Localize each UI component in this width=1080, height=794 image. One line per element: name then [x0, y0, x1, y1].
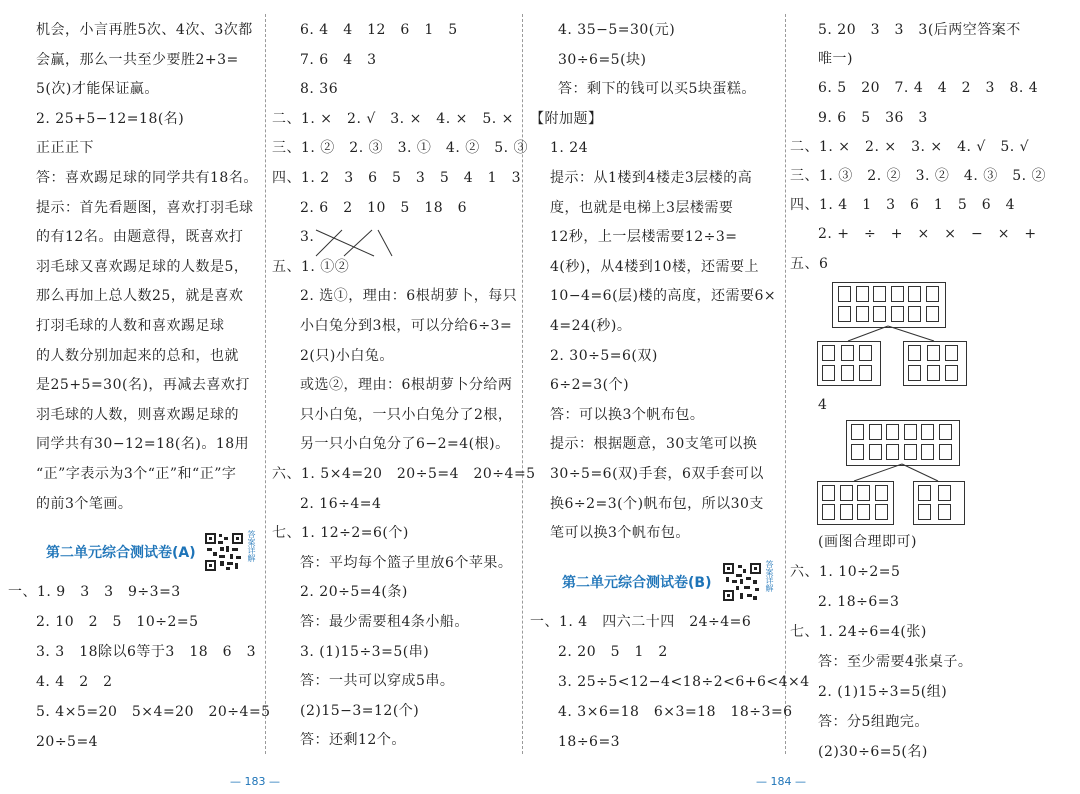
answer-line: 2. 20÷5=4(条): [300, 584, 408, 601]
answer-line: 的有12名。由题意得，既喜欢打: [36, 229, 244, 246]
answer-line: (2)30÷6=5(名): [818, 744, 928, 760]
diagram-cell: [904, 444, 917, 460]
diagram-cell: [908, 306, 921, 322]
diagram-cell: [873, 286, 886, 302]
diagram-cell: [851, 444, 864, 460]
answer-line: 那么再加上总人数25，就是喜欢: [36, 288, 244, 305]
qr-code[interactable]: [204, 532, 244, 572]
answer-line: 1. 24: [550, 140, 589, 157]
matching-lines-diagram: [314, 226, 394, 260]
answer-line: 四、1. 4 1 3 6 1 5 6 4: [790, 197, 1016, 214]
answer-line: 【附加题】: [530, 110, 603, 127]
answer-line: 正正正下: [36, 140, 94, 157]
page-number-left: — 183 —: [230, 775, 280, 788]
answer-line: 度，也就是电梯上3层楼需要: [550, 199, 734, 216]
answer-line: 6÷2=3(个): [550, 377, 630, 394]
answer-line: 3. 3 18除以6等于3 18 6 3: [36, 644, 256, 660]
answer-line: 4(秒)，从4楼到10楼，还需要上: [550, 258, 760, 275]
answer-line: 2. 20 5 1 2: [558, 644, 668, 660]
answer-line: 3.: [300, 229, 315, 246]
answer-line: 2. 16÷4=4: [300, 495, 382, 512]
qr-caption: 答案详解: [247, 530, 256, 562]
diagram-cell: [841, 345, 854, 361]
answer-line: 答：至少需要4张桌子。: [818, 654, 973, 670]
diagram-cell: [908, 345, 921, 361]
diagram-cell: [918, 504, 931, 520]
diagram-cell: [840, 485, 853, 501]
diagram-cell: [841, 365, 854, 381]
diagram-cell: [822, 345, 835, 361]
diagram-cell: [886, 424, 899, 440]
answer-line: 四、1. 2 3 6 5 3 5 4 1 3: [272, 170, 521, 186]
diagram-cell: [908, 365, 921, 381]
diagram-cell: [939, 424, 952, 440]
answer-line: “正”字表示为3个“正”和“正”字: [36, 466, 237, 482]
section-title-unit2-a: 第二单元综合测试卷(A): [46, 545, 196, 561]
diagram-cell: [939, 444, 952, 460]
diagram-cell: [857, 485, 870, 501]
answer-line: 30÷6=5(块): [558, 51, 647, 68]
diagram-cell: [927, 365, 940, 381]
diagram-cell: [938, 504, 951, 520]
answer-line: 20÷5=4: [36, 734, 99, 750]
answer-line: 答：剩下的钱可以买5块蛋糕。: [558, 81, 756, 98]
answer-line: 是25+5=30(名)，再减去喜欢打: [36, 377, 250, 394]
diagram-cell: [851, 424, 864, 440]
diagram-cell: [921, 444, 934, 460]
answer-line: 30÷5=6(双)手套，6双手套可以: [550, 466, 764, 482]
answer-line: 5. 4×5=20 5×4=20 20÷4=5: [36, 704, 271, 720]
answer-line: 4: [818, 397, 828, 413]
diagram-cell: [856, 286, 869, 302]
diagram-cell: [918, 485, 931, 501]
answer-line: 二、1. × 2. × 3. × 4. √ 5. √: [790, 138, 1030, 155]
answer-line: 7. 6 4 3: [300, 51, 377, 68]
answer-line: 或选②，理由：6根胡萝卜分给两: [300, 377, 513, 394]
answer-line: 2. 18÷6=3: [818, 594, 900, 610]
diagram-cell: [859, 365, 872, 381]
answer-line: 答：可以换3个帆布包。: [550, 406, 705, 423]
answer-line: 同学共有30−12=18(名)。18用: [36, 436, 250, 453]
diagram-cell: [822, 365, 835, 381]
answer-line: 提示：首先看题图，喜欢打羽毛球: [36, 199, 254, 216]
page-number-right: — 184 —: [756, 775, 806, 788]
answer-line: 6. 5 20 7. 4 4 2 3 8. 4: [818, 80, 1039, 97]
diagram-cell: [840, 504, 853, 520]
answer-line: 4. 3×6=18 6×3=18 18÷3=6: [558, 704, 793, 720]
answer-line: 2. 6 2 10 5 18 6: [300, 199, 468, 216]
answer-line: 2. 30÷5=6(双): [550, 347, 658, 364]
answer-line: 4. 4 2 2: [36, 674, 113, 690]
answer-line: 3. 25÷5<12−4<18÷2<6+6<4×4: [558, 674, 810, 690]
diagram-cell: [875, 485, 888, 501]
diagram-cell: [869, 424, 882, 440]
diagram-cell: [838, 306, 851, 322]
answer-line: 2. 25+5−12=18(名): [36, 110, 185, 127]
diagram-cell: [926, 306, 939, 322]
diagram-cell: [945, 365, 958, 381]
column-divider: [265, 14, 266, 754]
answer-line: 答：一共可以穿成5串。: [300, 673, 455, 690]
answer-line: 三、1. ③ 2. ② 3. ② 4. ③ 5. ②: [790, 168, 1047, 184]
answer-line: 会赢，那么一共至少要胜2+3=: [36, 51, 239, 68]
answer-line: 2. 10 2 5 10÷2=5: [36, 614, 199, 630]
answer-line: 12秒，上一层楼需要12÷3=: [550, 229, 738, 246]
answer-line: 五、1. ①②: [272, 258, 350, 275]
answer-line: 8. 36: [300, 81, 339, 98]
answer-line: (2)15−3=12(个): [300, 702, 420, 719]
answer-line: 换6÷2=3(个)帆布包，所以30支: [550, 495, 764, 512]
answer-line: 六、1. 10÷2=5: [790, 564, 901, 580]
answer-line: 答：分5组跑完。: [818, 714, 929, 730]
answer-line: 另一只小白兔分了6−2=4(根)。: [300, 436, 510, 453]
diagram-cell: [838, 286, 851, 302]
qr-code-icon: [722, 562, 762, 602]
answer-line: 的前3个笔画。: [36, 495, 133, 512]
answer-line: 9. 6 5 36 3: [818, 109, 928, 126]
answer-line: 一、1. 9 3 3 9÷3=3: [8, 584, 181, 600]
answer-line: 答：喜欢踢足球的同学共有18名。: [36, 170, 258, 186]
diagram-cell: [908, 286, 921, 302]
answer-line: 4=24(秒)。: [550, 318, 632, 334]
diagram-cell: [927, 345, 940, 361]
diagram-cell: [904, 424, 917, 440]
answer-line: 七、1. 24÷6=4(张): [790, 624, 927, 640]
answer-line: 18÷6=3: [558, 734, 621, 750]
answer-line: 三、1. ② 2. ③ 3. ① 4. ② 5. ③: [272, 140, 529, 157]
answer-line: 3. (1)15÷3=5(串): [300, 643, 430, 660]
diagram-cell: [822, 504, 835, 520]
answer-line: 5(次)才能保证赢。: [36, 81, 159, 98]
answer-line: 打羽毛球的人数和喜欢踢足球: [36, 318, 225, 334]
diagram-cell: [856, 306, 869, 322]
diagram-cell: [869, 444, 882, 460]
answer-line: (画图合理即可): [818, 534, 917, 550]
answer-line: 5. 20 3 3 3(后两空答案不: [818, 22, 1021, 38]
answer-line: 的人数分别加起来的总和，也就: [36, 347, 239, 364]
answer-line: 6. 4 4 12 6 1 5: [300, 22, 458, 38]
page-gutter-divider: [522, 14, 523, 754]
answer-line: 2. 选①，理由：6根胡萝卜，每只: [300, 288, 518, 305]
answer-line: 唯一): [818, 51, 853, 68]
diagram-cell: [859, 345, 872, 361]
diagram-cell: [921, 424, 934, 440]
answer-line: 答：还剩12个。: [300, 732, 406, 749]
answer-line: 笔可以换3个帆布包。: [550, 525, 690, 542]
answer-line: 提示：根据题意，30支笔可以换: [550, 436, 758, 453]
qr-caption: 答案详解: [765, 560, 774, 592]
answer-line: 机会，小言再胜5次、4次、3次都: [36, 22, 253, 38]
answer-line: 提示：从1楼到4楼走3层楼的高: [550, 170, 753, 186]
answer-line: 二、1. × 2. √ 3. × 4. × 5. ×: [272, 110, 514, 127]
diagram-cell: [822, 485, 835, 501]
answer-line: 2. (1)15÷3=5(组): [818, 684, 948, 700]
diagram-cell: [938, 485, 951, 501]
diagram-cell: [926, 286, 939, 302]
answer-line: 七、1. 12÷2=6(个): [272, 525, 409, 542]
answer-line: 答：最少需要租4条小船。: [300, 614, 469, 630]
answer-line: 答：平均每个篮子里放6个苹果。: [300, 554, 513, 571]
answer-line: 2. + ÷ + × × − × +: [818, 226, 1037, 243]
answer-line: 2(只)小白兔。: [300, 347, 394, 364]
answer-line: 羽毛球的人数，则喜欢踢足球的: [36, 406, 239, 423]
qr-code[interactable]: [722, 562, 762, 602]
diagram-cell: [891, 306, 904, 322]
diagram-cell: [857, 504, 870, 520]
answer-line: 只小白兔，一只小白兔分了2根，: [300, 406, 513, 423]
answer-line: 小白兔分到3根，可以分给6÷3=: [300, 318, 513, 334]
answer-line: 羽毛球又喜欢踢足球的人数是5，: [36, 258, 249, 275]
diagram-cell: [945, 345, 958, 361]
answer-line: 五、6: [790, 255, 829, 272]
diagram-cell: [873, 306, 886, 322]
diagram-cell: [875, 504, 888, 520]
qr-code-icon: [204, 532, 244, 572]
diagram-cell: [891, 286, 904, 302]
answer-line: 六、1. 5×4=20 20÷5=4 20÷4=5: [272, 466, 536, 482]
section-title-unit2-b: 第二单元综合测试卷(B): [562, 575, 712, 591]
column-divider: [785, 14, 786, 754]
answer-line: 4. 35−5=30(元): [558, 22, 676, 38]
answer-line: 10−4=6(层)楼的高度，还需要6×: [550, 288, 777, 305]
diagram-cell: [886, 444, 899, 460]
answer-line: 一、1. 4 四六二十四 24÷4=6: [530, 614, 752, 630]
